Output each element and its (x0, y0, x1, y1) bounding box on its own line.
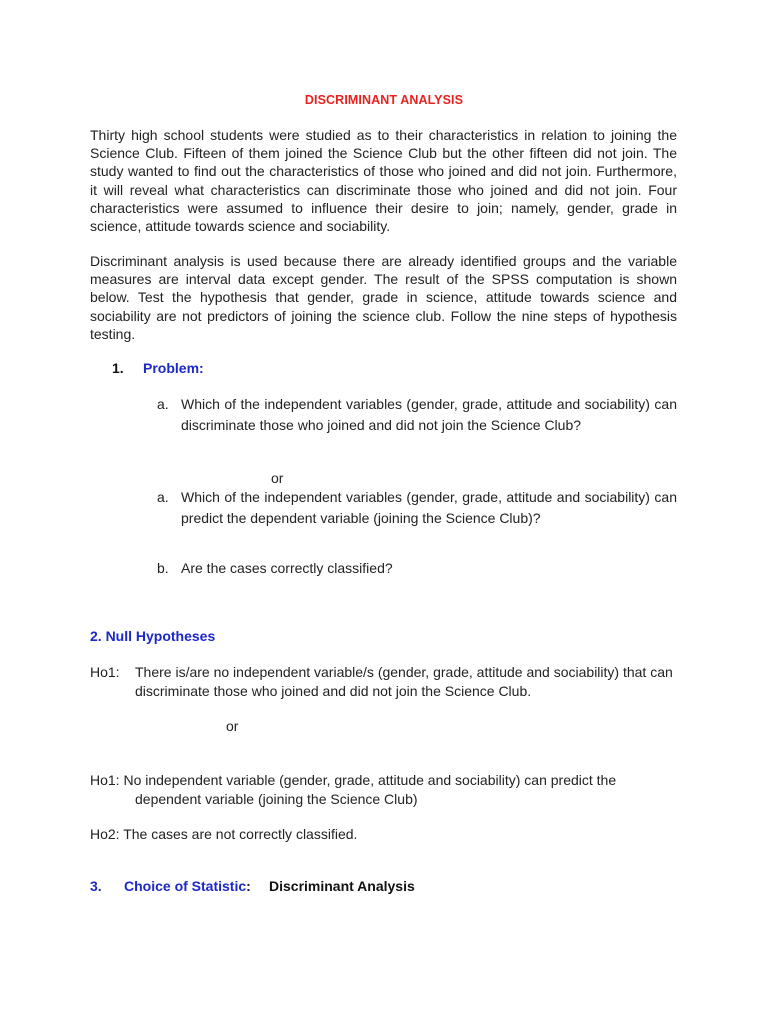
hypothesis-ho1-alt (90, 771, 680, 808)
or-separator: or (271, 470, 284, 486)
section3-value: Discriminant Analysis (269, 878, 415, 894)
item-marker: b. (157, 560, 169, 576)
item-text: Are the cases correctly classified? (181, 560, 393, 576)
or-separator: or (226, 718, 239, 734)
section1-heading: Problem: (143, 360, 204, 376)
document-title: DISCRIMINANT ANALYSIS (304, 93, 464, 107)
method-paragraph: Discriminant analysis is used because there are already identified groups and the variable measures are interval data except gender. The result of the SPSS computation is shown below. Test the hypothesis that gender, grade in science, attitude towards science and sociability are not predictors of joining the science club. Follow the nine steps of hypothesis testing. (90, 253, 677, 342)
section1-number: 1. (112, 360, 124, 376)
item-marker: a. (157, 396, 169, 412)
section3-colon: : (246, 878, 251, 894)
section2-heading: 2. Null Hypotheses (90, 628, 216, 644)
hypothesis-ho1 (90, 663, 680, 700)
hypothesis-text-continued: dependent variable (joining the Science Club) (135, 790, 418, 807)
section3-number: 3. (90, 878, 102, 894)
intro-paragraph: Thirty high school students were studied as to their characteristics in relation to joining the Science Club. Fifteen of them joined the Science Club but the other fifteen did not join. The study wanted to find out the characteristics of those who joined and did not join. Furthermore, it will reveal what characteristics can discriminate those who joined and did not join. Four characteristics were assumed to influence their desire to join; namely, gender, grade in science, attitude towards science and sociability. (90, 127, 677, 235)
problem-item-a2 (157, 487, 677, 528)
hypothesis-text: Ho1: No independent variable (gender, grade, attitude and sociability) can predict the (90, 772, 617, 788)
item-text: Which of the independent variables (gender, grade, attitude and sociability) can predict the dependent variable (joining the Science Club)? (181, 489, 677, 526)
item-marker: a. (157, 489, 169, 505)
item-text: Which of the independent variables (gender, grade, attitude and sociability) can discriminate those who joined and did not join the Science Club? (181, 396, 677, 433)
hypothesis-ho2: Ho2: The cases are not correctly classified. (90, 826, 358, 842)
hypothesis-label: Ho1: (90, 664, 120, 680)
problem-item-a1 (157, 394, 677, 435)
section3-heading (124, 878, 251, 894)
section3-label: Choice of Statistic (124, 878, 247, 894)
hypothesis-text: There is/are no independent variable/s (gender, grade, attitude and sociability) that can discriminate those who joined and did not join the Science Club. (135, 664, 673, 699)
problem-item-b (157, 558, 677, 579)
